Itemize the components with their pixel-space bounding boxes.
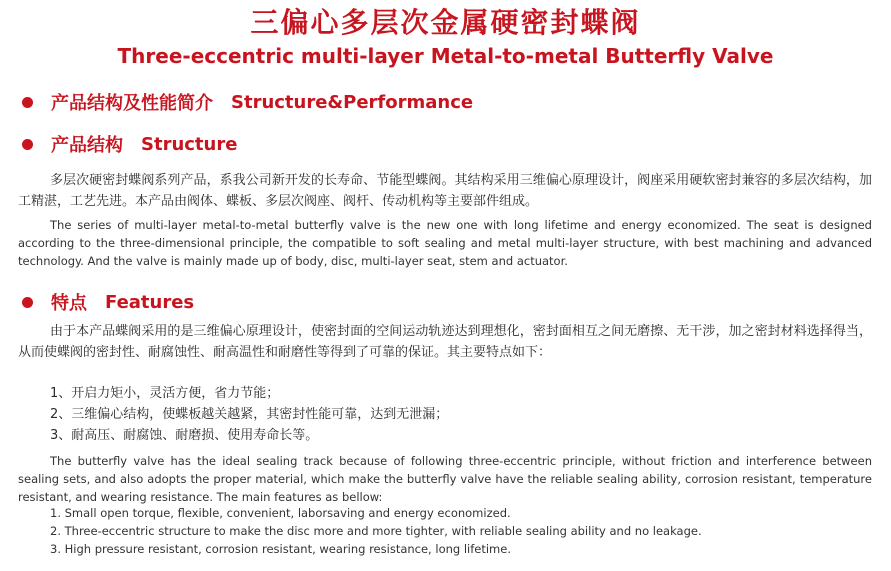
list-item: 3、耐高压、耐腐蚀、耐磨损、使用寿命长等。 <box>50 428 319 443</box>
heading-structure <box>22 132 237 156</box>
features-list-en <box>50 504 870 558</box>
list-item: 1. Small open torque, flexible, convenient, laborsaving and energy economized. <box>50 506 511 520</box>
heading-features-cn: 特点 <box>51 293 87 314</box>
list-item: 1、开启力矩小，灵活方便，省力节能； <box>50 386 280 401</box>
features-body-cn: 由于本产品蝶阀采用的是三维偏心原理设计，使密封面的空间运动轨迹达到理想化，密封面相互之间无磨擦、无干涉，加之密封材料选择得当，从而使蝶阀的密封性、耐腐蚀性、耐高温性和耐磨性等得到了可靠的保证。其主要特点如下： <box>18 324 872 360</box>
list-item: 3. High pressure resistant, corrosion resistant, wearing resistance, long lifetime. <box>50 542 511 556</box>
list-item: 2、三维偏心结构，使蝶板越关越紧，其密封性能可靠，达到无泄漏； <box>50 407 449 422</box>
features-list-cn <box>50 383 870 446</box>
heading-features-en: Features <box>105 291 195 313</box>
list-item: 2. Three-eccentric structure to make the disc more and more tighter, with reliable sealing ability and no leakage. <box>50 524 702 538</box>
structure-body-en: The series of multi-layer metal-to-metal butterfly valve is the new one with long lifetime and energy economized. The seat is designed according to the three-dimensional principle, the compatible to soft sealing and metal multi-layer structure, with best machining and advanced technology. And the valve is mainly made up of body, disc, multi-layer seat, stem and actuator. <box>18 218 872 268</box>
heading-structure-en: Structure <box>141 133 238 155</box>
features-body-en: The butterfly valve has the ideal sealing track because of following three-eccentric principle, without friction and interference between sealing sets, and also adopts the proper material, which make the butterfly valve have the reliable sealing ability, corrosion resistant, temperature resistant, and wearing resistance. The main features as bellow: <box>18 454 872 504</box>
page-title-en: Three-eccentric multi-layer Metal-to-metal Butterfly Valve <box>117 44 774 68</box>
bullet-icon <box>22 297 33 308</box>
page-title-cn: 三偏心多层次金属硬密封蝶阀 <box>250 6 641 39</box>
heading-structure-cn: 产品结构 <box>51 135 123 156</box>
bullet-icon <box>22 97 33 108</box>
heading-performance <box>22 90 473 114</box>
bullet-icon <box>22 139 33 150</box>
structure-body-cn: 多层次硬密封蝶阀系列产品，系我公司新开发的长寿命、节能型蝶阀。其结构采用三维偏心原理设计，阀座采用硬软密封兼容的多层次结构，加工精湛，工艺先进。本产品由阀体、蝶板、多层次阀座、阀杆、传动机构等主要部件组成。 <box>18 173 872 209</box>
heading-features <box>22 290 194 314</box>
heading-performance-cn: 产品结构及性能简介 <box>51 93 213 114</box>
heading-performance-en: Structure&Performance <box>231 91 474 113</box>
